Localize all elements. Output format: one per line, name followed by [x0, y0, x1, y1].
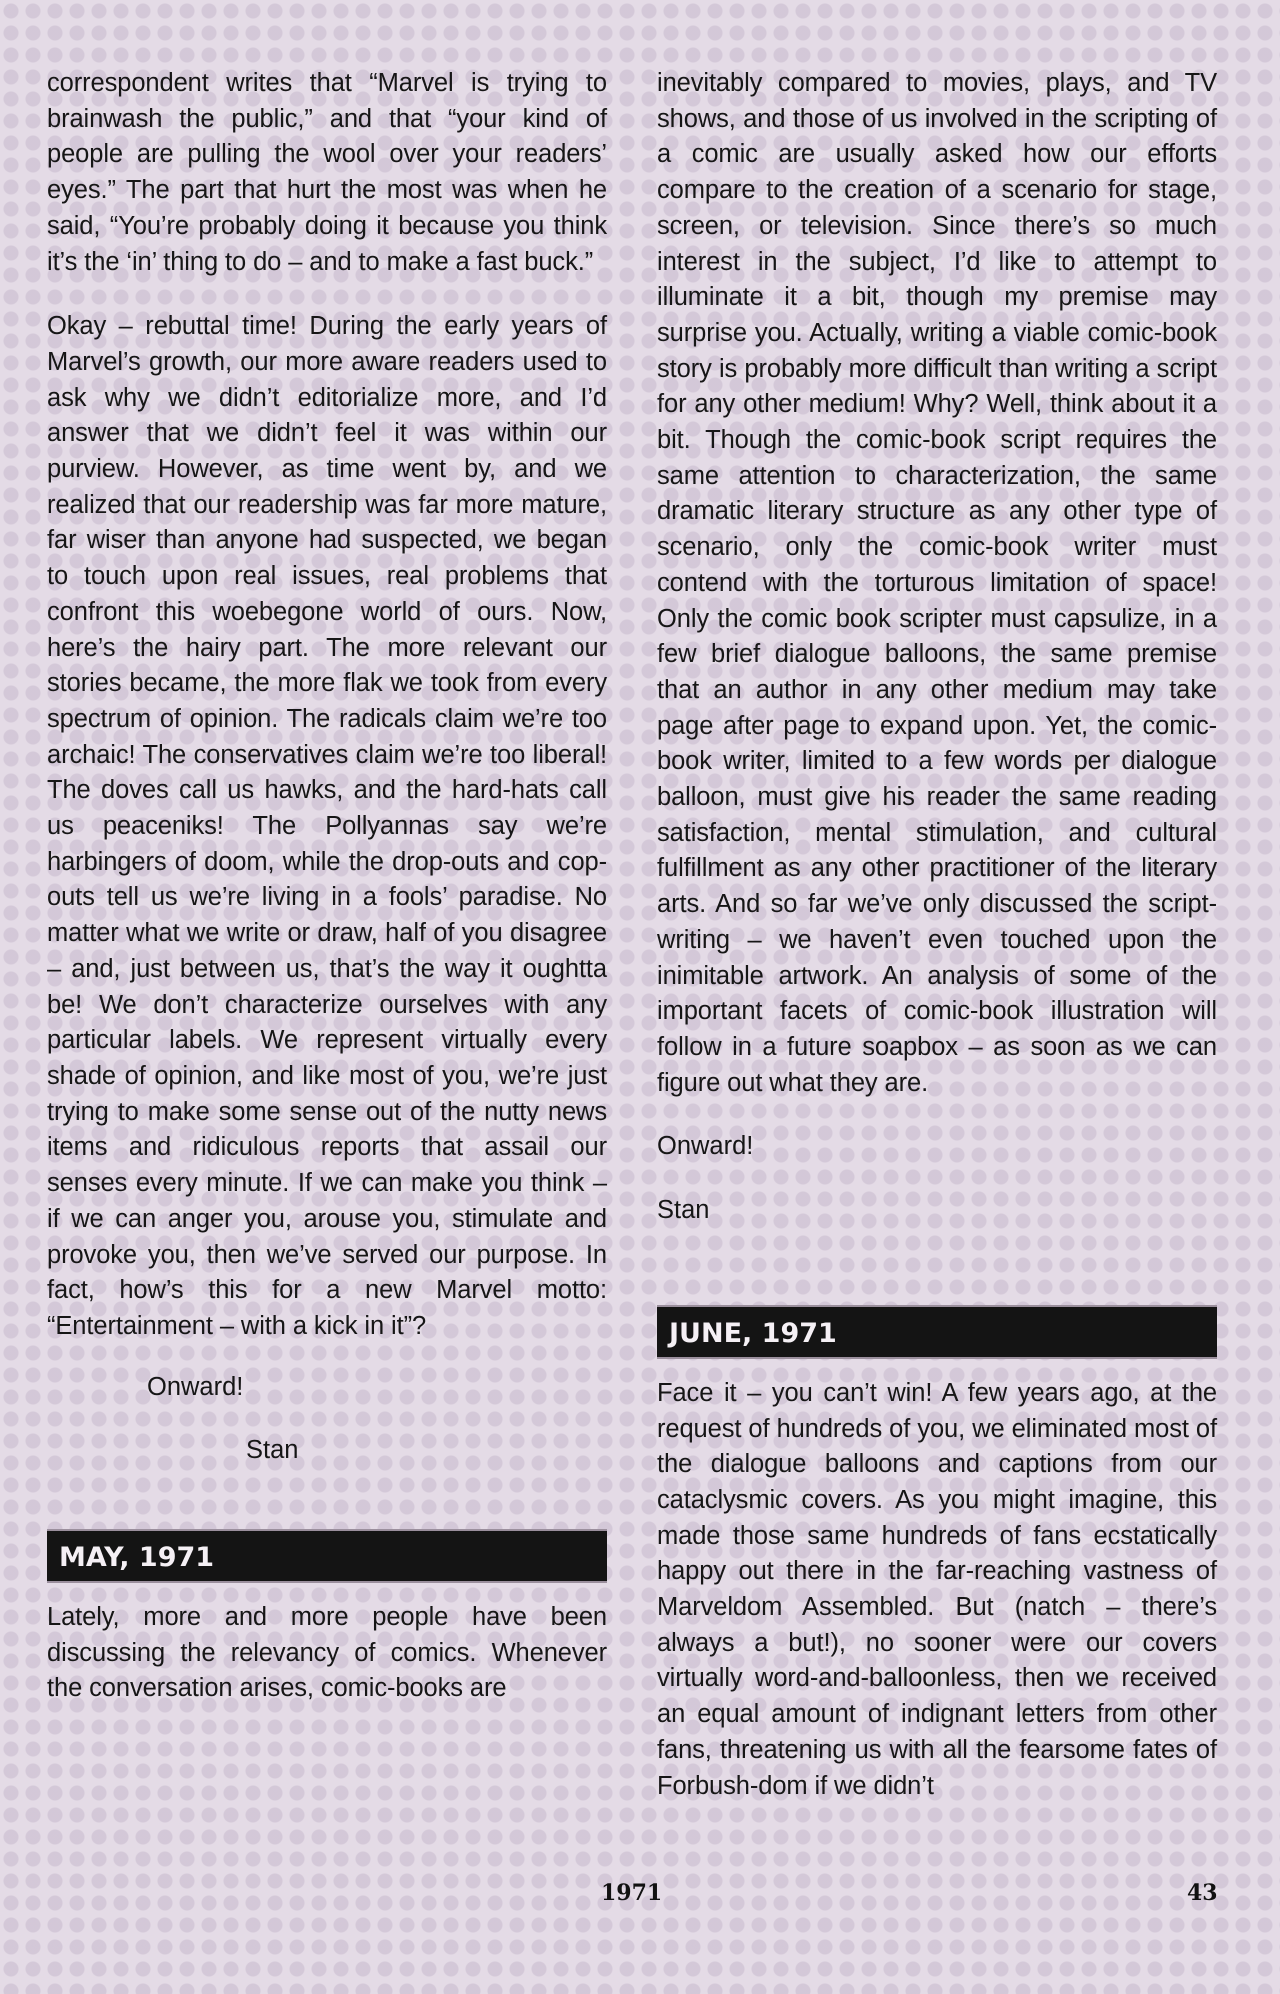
left-paragraph-1: correspondent writes that “Marvel is trying to brainwash the public,” and that “your kind of people are pulling the wool over your readers’ eyes.” The part that hurt the most was when he said, “You’re probably doing it because you think it’s the ‘in’ thing to do – and to make a fast buck.”	[47, 69, 607, 276]
right-signoff: Onward!	[657, 1132, 754, 1161]
left-paragraph-2: Okay – rebuttal time! During the early years of Marvel’s growth, our more aware readers used to ask why we didn’t editorialize more, and I’d answer that we didn’t feel it was within our purview. However, as time went by, and we realized that our readership was far more mature, far wiser than anyone had suspected, we began to touch upon real issues, real problems that confront this woebegone world of ours. Now, here’s the hairy part. The more relevant our stories became, the more flak we took from every spectrum of opinion. The radicals claim we’re too archaic! The conservatives claim we’re too liberal! The doves call us hawks, and the hard-hats call us peaceniks! The Pollyannas say we’re harbingers of doom, while the drop-outs and cop-outs tell us we’re living in a fools’ paradise. No matter what we write or draw, half of you disagree – and, just between us, that’s the way it oughtta be! We don’t characterize ourselves with any particular labels. We represent virtually every shade of opinion, and like most of you, we’re just trying to make some sense out of the nutty news items and ridiculous reports that assail our senses every minute. If we can make you think – if we can anger you, arouse you, stimulate and provoke you, then we’ve served our purpose. In fact, how’s this for a new Marvel motto: “Entertainment – with a kick in it”?	[47, 312, 607, 1340]
left-paragraph-3: Lately, more and more people have been discussing the relevancy of comics. Whenever the conversation arises, comic-books are	[47, 1603, 607, 1703]
left-column	[47, 66, 607, 1707]
right-paragraph-2: Face it – you can’t win! A few years ago, at the request of hundreds of you, we eliminated most of the dialogue balloons and captions from our cataclysmic covers. As you might imagine, this made those same hundreds of fans ecstatically happy out there in the far-reaching vastness of Marveldom Assembled. But (natch – there’s always a but!), no sooner were our covers virtually word-and-balloonless, then we received an equal amount of indignant letters from other fans, threatening us with all the fearsome fates of Forbush-dom if we didn’t	[657, 1378, 1217, 1800]
section-header-may-1971: MAY, 1971	[47, 1529, 607, 1583]
right-paragraph-1: inevitably compared to movies, plays, and TV shows, and those of us involved in the scripting of a comic are usually asked how our efforts compare to the creation of a scenario for stage, screen, or television. Since there’s so much interest in the subject, I’d like to attempt to illuminate it a bit, though my premise may surprise you. Actually, writing a viable comic-book story is probably more difficult than writing a script for any other medium! Why? Well, think about it a bit. Though the comic-book script requires the same attention to characterization, the same dramatic literary structure as any other type of scenario, only the comic-book writer must contend with the torturous limitation of space! Only the comic book scripter must capsulize, in a few brief dialogue balloons, the same premise that an author in any other medium may take page after page to expand upon. Yet, the comic-book writer, limited to a few words per dialogue balloon, must give his reader the same reading satisfaction, mental stimulation, and cultural fulfillment as any other practitioner of the literary arts. And so far we’ve only discussed the script-writing – we haven’t even touched upon the inimitable artwork. An analysis of some of the important facets of comic-book illustration will follow in a future soapbox – as soon as we can figure out what they are.	[657, 69, 1217, 1097]
right-column	[657, 66, 1217, 1804]
section-header-june-1971: JUNE, 1971	[657, 1305, 1217, 1359]
right-signature: Stan	[657, 1196, 710, 1225]
left-signature: Stan	[246, 1436, 299, 1465]
page-number: 43	[1187, 1880, 1218, 1906]
left-signoff: Onward!	[147, 1372, 244, 1401]
footer-year: 1971	[601, 1880, 663, 1906]
